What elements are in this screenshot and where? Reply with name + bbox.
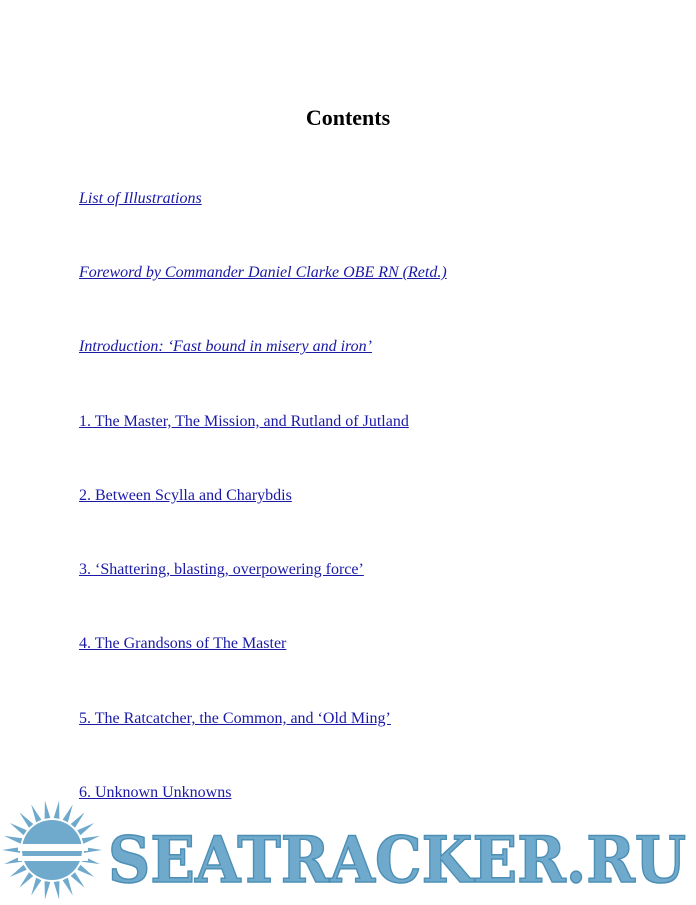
sun-icon (2, 801, 102, 900)
sun-ray (63, 805, 73, 823)
watermark-text: SEATRACKER.RU (108, 823, 686, 898)
toc-link-chapter-1[interactable]: 1. The Master, The Mission, and Rutland of Jutland (79, 413, 409, 430)
toc-entry (79, 634, 286, 654)
sun-ray (71, 872, 85, 888)
toc-link-chapter-6[interactable]: 6. Unknown Unknowns (79, 784, 232, 801)
sun-ray (4, 836, 22, 844)
sun-ray (54, 881, 60, 899)
toc-entry (79, 560, 364, 580)
sun-ray (31, 805, 41, 823)
toc-link-chapter-2[interactable]: 2. Between Scylla and Charybdis (79, 487, 292, 504)
sun-ray (71, 812, 85, 828)
sun-ray (45, 801, 51, 819)
toc-link-chapter-4[interactable]: 4. The Grandsons of The Master (79, 635, 287, 652)
toc-entry (79, 337, 372, 357)
sun-ray (45, 881, 51, 899)
toc-entry (79, 263, 447, 283)
page-title: Contents (305, 105, 391, 130)
sun-ray (82, 836, 100, 844)
sun-ray (2, 847, 20, 853)
toc-entry (79, 412, 409, 432)
seatracker-watermark (0, 798, 696, 905)
toc-entry (79, 189, 202, 209)
sun-ray (31, 878, 41, 896)
sun-ray (10, 823, 27, 835)
toc-link-chapter-5[interactable]: 5. The Ratcatcher, the Common, and ‘Old Ming’ (79, 710, 391, 727)
sun-ray (63, 878, 73, 896)
toc-link-foreword[interactable]: Foreword by Commander Daniel Clarke OBE RN (Retd.) (79, 264, 447, 281)
toc-link-chapter-3[interactable]: 3. ‘Shattering, blasting, overpowering force’ (79, 561, 364, 578)
sun-ray (10, 865, 27, 877)
sun-ray (19, 872, 33, 888)
toc-link-introduction[interactable]: Introduction: ‘Fast bound in misery and iron’ (79, 338, 373, 355)
toc-link-list-of-illustrations[interactable]: List of Illustrations (79, 190, 202, 207)
sun-ray (77, 823, 94, 835)
sun-ray (54, 801, 60, 819)
sun-ray (19, 812, 33, 828)
sun-ray (77, 865, 94, 877)
toc-entry (79, 709, 391, 729)
toc-entry (79, 486, 292, 506)
